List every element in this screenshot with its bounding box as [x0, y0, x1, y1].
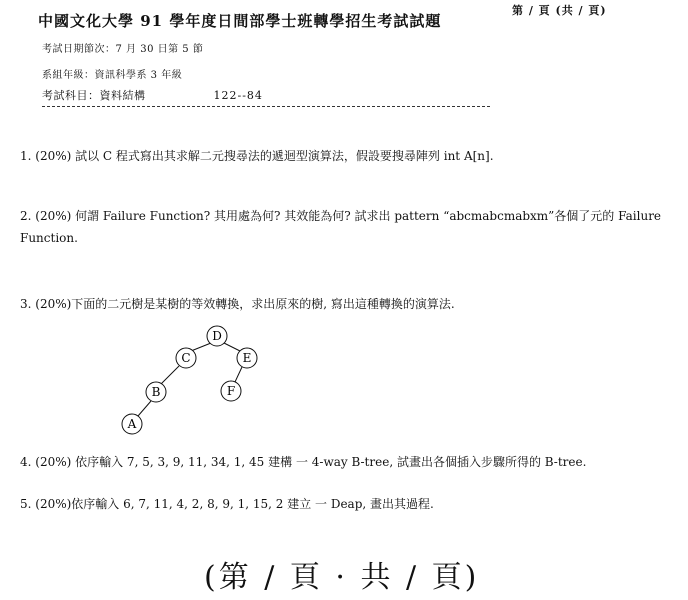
edge-d-e	[224, 343, 240, 351]
exam-title: 中國文化大學 91 學年度日間部學士班轉學招生考試試題	[38, 12, 442, 30]
edge-b-a	[138, 401, 151, 416]
node-label: D	[212, 329, 222, 343]
node-label: C	[181, 351, 191, 365]
edge-e-f	[235, 367, 242, 382]
tree-node-e	[237, 348, 257, 368]
department-line: 系組年級：資訊科學系 3 年級	[42, 70, 183, 81]
question-4: 4. (20%) 依序輸入 7, 5, 3, 9, 11, 34, 1, 45 建構 一 4-way B-tree, 試畫出各個插入步驟所得的 B-tree.	[20, 455, 587, 469]
exam-date-line: 考試日期節次：7 月 30 日第 5 節	[42, 44, 204, 55]
tree-node-d	[207, 326, 227, 346]
tree-node-b	[146, 382, 166, 402]
node-label: F	[226, 384, 236, 398]
tree-node-a	[122, 414, 142, 434]
question-1: 1. (20%) 試以 C 程式寫出其求解二元搜尋法的遞迴型演算法，假設要搜尋陣列 int A[n].	[20, 149, 494, 163]
footer-page-number: (第 / 頁 · 共 / 頁)	[204, 560, 480, 595]
tree-node-c	[176, 348, 196, 368]
binary-tree-diagram	[116, 322, 276, 438]
question-5: 5. (20%)依序輸入 6, 7, 11, 4, 2, 8, 9, 1, 15, 2 建立 一 Deap, 畫出其過程.	[20, 497, 434, 511]
subject-label: 考試科目：資料結構	[42, 89, 146, 102]
edge-c-b	[161, 366, 179, 384]
node-label: A	[127, 417, 137, 431]
edge-d-c	[191, 343, 211, 351]
header-divider	[42, 106, 490, 107]
subject-line	[42, 87, 263, 103]
node-label: E	[242, 351, 252, 365]
question-3: 3. (20%)下面的二元樹是某樹的等效轉換，求出原來的樹, 寫出這種轉換的演算法.	[20, 297, 455, 311]
page-indicator: 第 / 頁 (共 / 頁)	[512, 4, 607, 17]
subject-code: 122--84	[213, 89, 263, 102]
tree-node-f	[221, 381, 241, 401]
node-label: B	[151, 385, 161, 399]
question-2: 2. (20%) 何謂 Failure Function? 其用處為何? 其效能為何? 試求出 pattern “abcmabcmabxm”各個了元的 Failure Function.	[20, 209, 662, 245]
